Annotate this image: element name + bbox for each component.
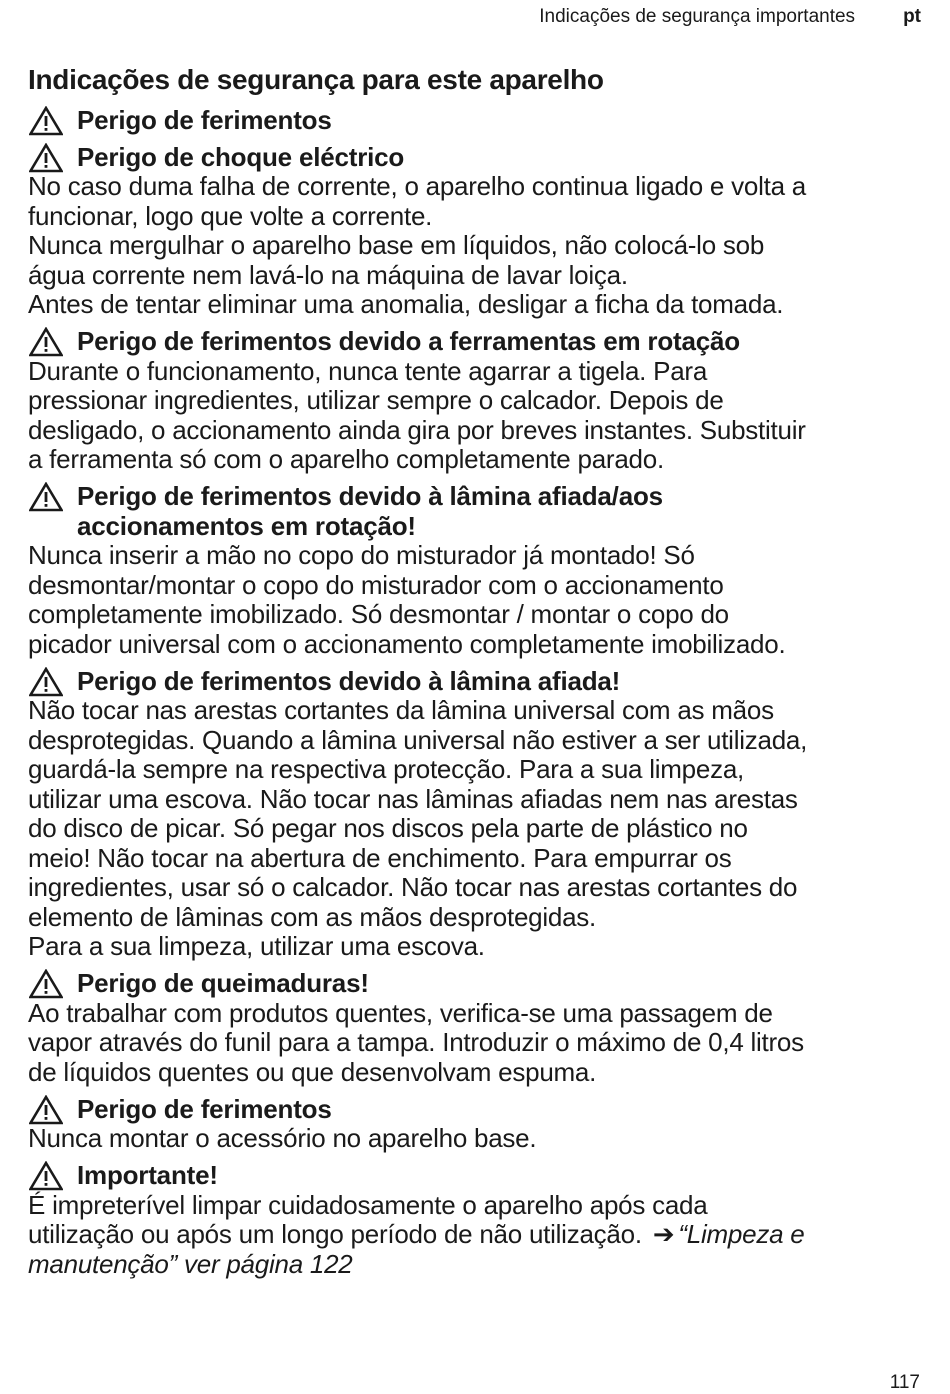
body-text: do disco de picar. Só pegar nos discos pela parte de plástico no [28, 813, 748, 843]
body-text-line [28, 600, 928, 630]
body-text: pressionar ingredientes, utilizar sempre o calcador. Depois de [28, 385, 724, 415]
body-text: desligado, o accionamento ainda gira por breves instantes. Substituir [28, 414, 806, 445]
body-text: picador universal com o accionamento completamente imobilizado. [28, 628, 786, 659]
body-text-line [28, 999, 928, 1029]
body-text-line [28, 231, 928, 261]
body-text: desmontar/montar o copo do misturador com o accionamento [28, 569, 724, 600]
section-heading [28, 1095, 928, 1125]
running-header [539, 6, 921, 28]
arrow-right-icon: ➔ [652, 1219, 675, 1249]
section-heading-text: Importante! [77, 1160, 218, 1190]
body-text: ingredientes, usar só o calcador. Não tocar nas arestas cortantes do [28, 872, 798, 902]
body-text-line [28, 290, 928, 320]
body-text: funcionar, logo que volte a corrente. [28, 200, 433, 231]
section-heading-text: Perigo de queimaduras! [77, 968, 369, 998]
section-heading-text: Perigo de ferimentos devido à lâmina afiada/aos [77, 481, 663, 511]
body-text-line [28, 357, 928, 387]
safety-section [28, 106, 928, 136]
section-heading-text: Perigo de ferimentos [77, 104, 332, 135]
body-text-line [28, 814, 928, 844]
page-content [28, 62, 928, 1279]
body-text: Para a sua limpeza, utilizar uma escova. [28, 931, 485, 961]
safety-section [28, 327, 928, 475]
body-text: Nunca mergulhar o aparelho base em líquidos, não colocá-lo sob [28, 230, 765, 260]
body-text: Durante o funcionamento, nunca tente agarrar a tigela. Para [28, 355, 708, 386]
section-heading-text: accionamentos em rotação! [77, 510, 416, 541]
body-text: utilização ou após um longo período de não utilização. [28, 1219, 642, 1249]
body-text-line [28, 755, 928, 785]
body-text-line [28, 785, 928, 815]
body-text-line [28, 541, 928, 571]
section-heading-text: Perigo de ferimentos [77, 1093, 332, 1124]
cross-reference-link[interactable]: “Limpeza e [678, 1219, 805, 1249]
running-header-title: Indicações de segurança importantes [539, 6, 856, 27]
body-text: Não tocar nas arestas cortantes da lâmina universal com as mãos [28, 695, 774, 725]
body-text-line [28, 202, 928, 232]
body-text: meio! Não tocar na abertura de enchimento. Para empurrar os [28, 842, 732, 873]
page-number: 117 [889, 1372, 920, 1393]
body-text: guardá-la sempre na respectiva protecção. Para a sua limpeza, [28, 754, 745, 784]
body-text-line [28, 1028, 928, 1058]
body-text-line [28, 903, 928, 933]
section-heading [28, 143, 928, 173]
section-heading-text: Perigo de choque eléctrico [77, 141, 405, 172]
body-text-line [28, 873, 928, 903]
section-heading-text: Perigo de ferimentos devido à lâmina afiada! [77, 665, 621, 696]
body-text-line [28, 1191, 928, 1221]
body-text-line [28, 726, 928, 756]
body-text-line [28, 445, 928, 475]
body-text: elemento de lâminas com as mãos desprotegidas. [28, 901, 597, 932]
body-text: Nunca montar o acessório no aparelho base. [28, 1123, 537, 1153]
body-text-line [28, 416, 928, 446]
safety-section [28, 1095, 928, 1154]
body-text: de líquidos quentes ou que desenvolvam espuma. [28, 1056, 597, 1087]
body-text-line [28, 844, 928, 874]
body-text-line [28, 1058, 928, 1088]
body-text: a ferramenta só com o aparelho completamente parado. [28, 444, 664, 474]
body-text: No caso duma falha de corrente, o aparelho continua ligado e volta a [28, 171, 806, 201]
body-text-line [28, 571, 928, 601]
section-heading [28, 327, 928, 357]
body-text-line [28, 932, 928, 962]
body-text-line [28, 1220, 928, 1250]
section-heading [28, 667, 928, 697]
body-text: Antes de tentar eliminar uma anomalia, desligar a ficha da tomada. [28, 289, 784, 319]
safety-section [28, 969, 928, 1087]
body-text: água corrente nem lavá-lo na máquina de lavar loiça. [28, 259, 628, 290]
body-text: vapor através do funil para a tampa. Introduzir o máximo de 0,4 litros [28, 1027, 804, 1057]
body-text-line [28, 696, 928, 726]
body-text: Nunca inserir a mão no copo do misturador já montado! Só [28, 540, 695, 570]
section-heading-text: Perigo de ferimentos devido a ferramentas em rotação [77, 326, 740, 356]
section-heading [28, 482, 928, 541]
safety-section [28, 143, 928, 320]
body-text: É impreterível limpar cuidadosamente o aparelho após cada [28, 1189, 708, 1220]
body-text: utilizar uma escova. Não tocar nas lâminas afiadas nem nas arestas [28, 783, 798, 814]
section-heading [28, 106, 928, 136]
body-text-line [28, 386, 928, 416]
section-heading [28, 1161, 928, 1191]
language-code: pt [903, 6, 921, 27]
section-heading [28, 969, 928, 999]
page-title: Indicações de segurança para este aparelho [28, 64, 604, 95]
body-text: completamente imobilizado. Só desmontar / montar o copo do [28, 599, 729, 629]
body-text-line [28, 261, 928, 291]
safety-section [28, 482, 928, 659]
body-text-line [28, 172, 928, 202]
body-text: desprotegidas. Quando a lâmina universal não estiver a ser utilizada, [28, 724, 808, 755]
body-text-line [28, 1124, 928, 1154]
body-text: Ao trabalhar com produtos quentes, verifica-se uma passagem de [28, 997, 773, 1028]
cross-reference-link[interactable]: manutenção” ver página 122 [28, 1248, 353, 1279]
safety-section [28, 667, 928, 962]
safety-section [28, 1161, 928, 1279]
body-text-line [28, 630, 928, 660]
